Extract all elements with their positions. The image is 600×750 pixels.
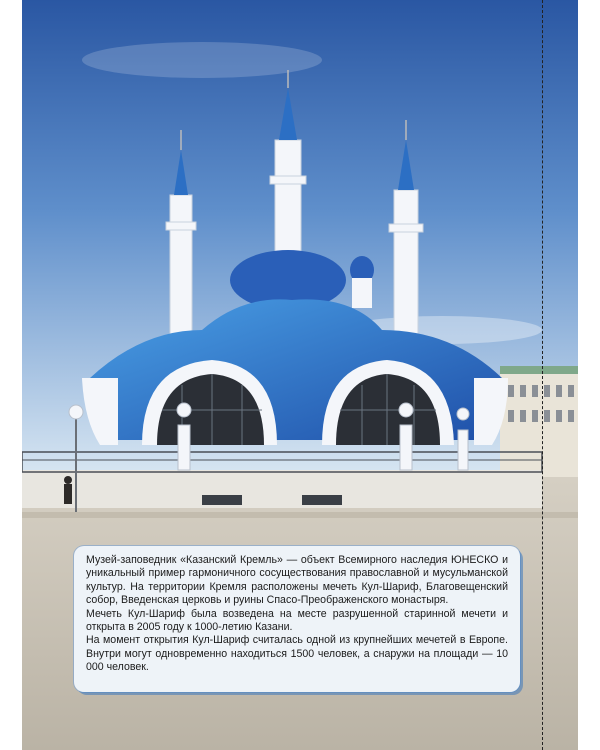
caption-box <box>74 546 520 692</box>
caption-paragraph-3: На момент открытия Кул-Шариф считалась одной из крупнейших мечетей в Европе. Внутри могут одновременно находиться 1500 человек, а снаружи на площади — 10 000 человек. <box>86 634 508 674</box>
caption-paragraph-1: Музей-заповедник «Казанский Кремль» — объект Всемирного наследия ЮНЕСКО и уникальный пример гармоничного сосуществования православной и мусульманской культур. На территории Кремля расположены мечеть Кул-Шариф, Благовещенский собор, Введенская церковь и руины Спасо-Преображенского монастыря. <box>86 554 508 607</box>
cut-guide-line <box>542 0 543 750</box>
person <box>64 476 72 504</box>
caption-paragraph-2: Мечеть Кул-Шариф была возведена на месте разрушенной старинной мечети и открыта в 2005 году к 1000-летию Казани. <box>86 607 508 634</box>
mosque-base <box>22 470 542 508</box>
